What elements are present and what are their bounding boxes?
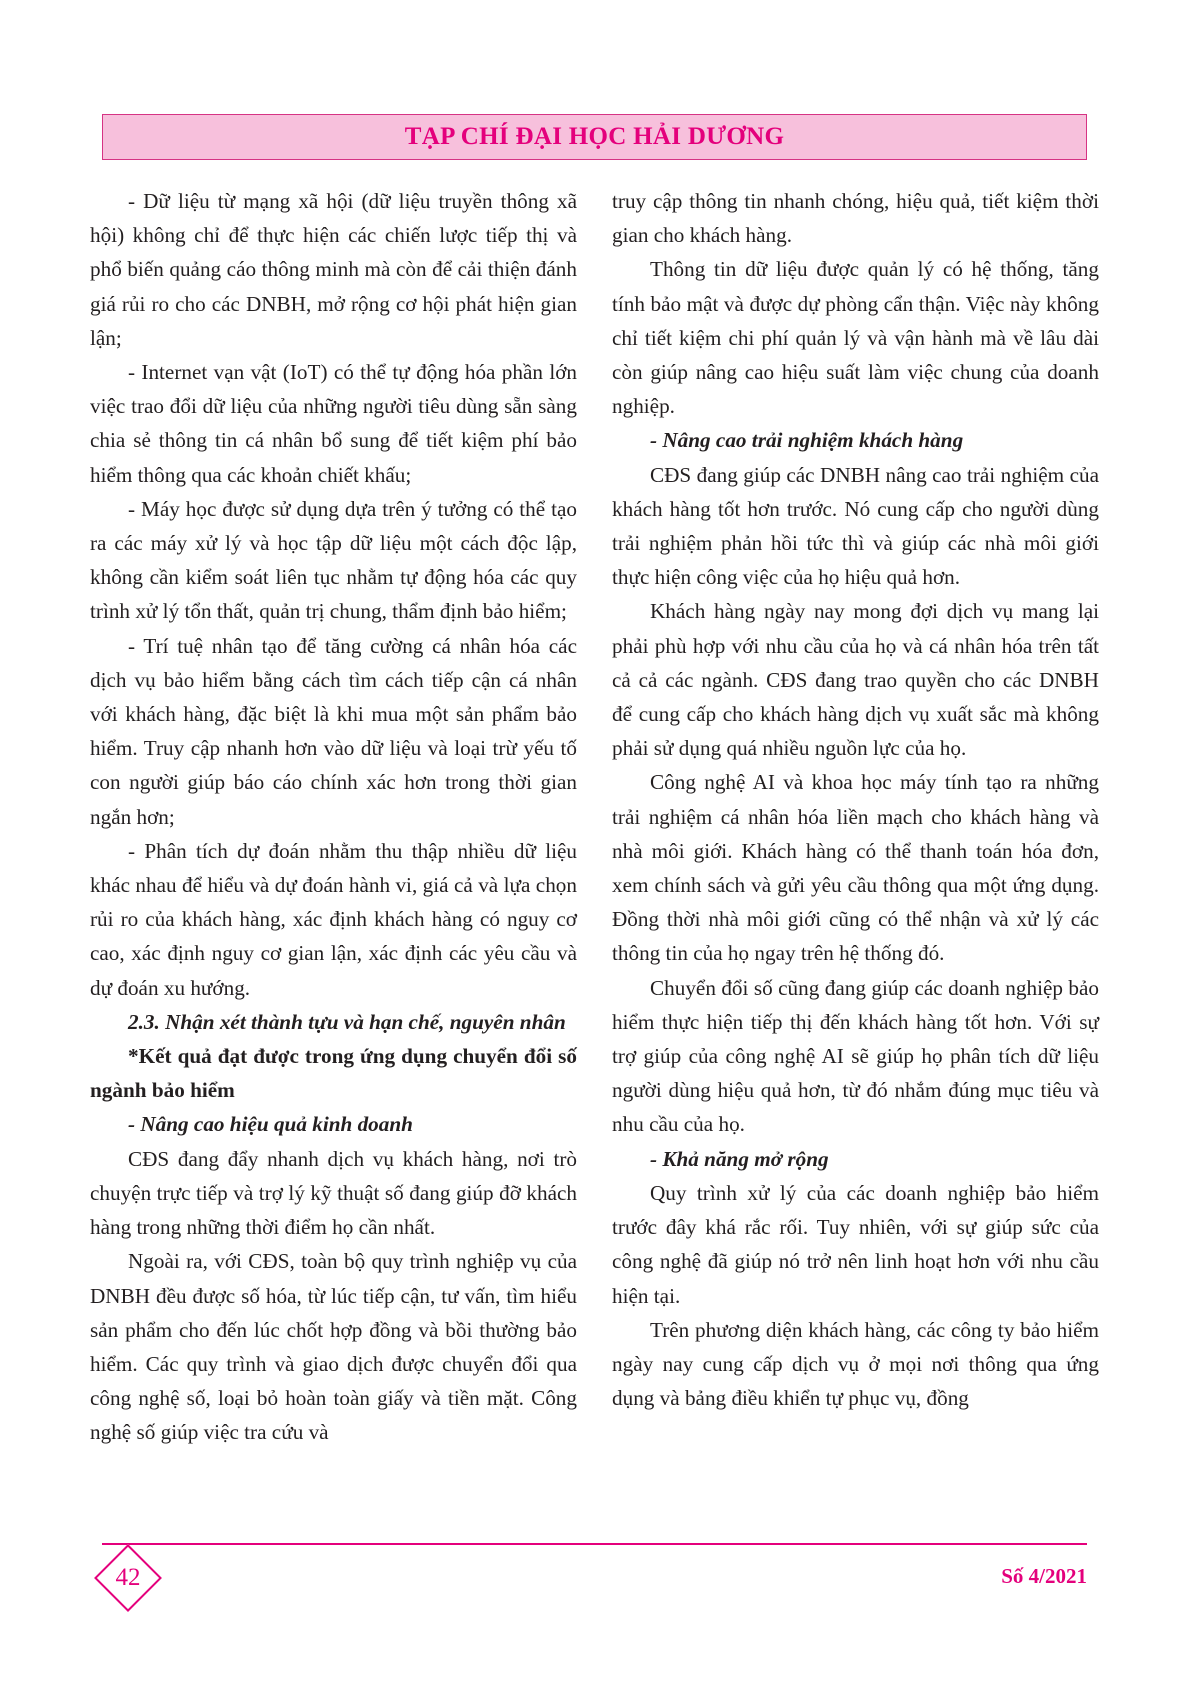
paragraph: CĐS đang đẩy nhanh dịch vụ khách hàng, nơi trò chuyện trực tiếp và trợ lý kỹ thuật số đang giúp đỡ khách hàng trong những thời điểm họ cần nhất.: [90, 1146, 577, 1240]
paragraph: Quy trình xử lý của các doanh nghiệp bảo hiểm trước đây khá rắc rối. Tuy nhiên, với sự giúp sức của công nghệ đã giúp nó trở nên linh hoạt hơn với nhu cầu hiện tại.: [612, 1180, 1099, 1308]
paragraph: CĐS đang giúp các DNBH nâng cao trải nghiệm của khách hàng tốt hơn trước. Nó cung cấp cho người dùng trải nghiệm phản hồi tức thì và giúp các nhà môi giới thực hiện công việc của họ hiệu quả hơn.: [612, 462, 1099, 590]
subheading: - Nâng cao trải nghiệm khách hàng: [650, 428, 964, 453]
section-heading: 2.3. Nhận xét thành tựu và hạn chế, nguyên nhân: [128, 1009, 566, 1034]
paragraph: - Trí tuệ nhân tạo để tăng cường cá nhân hóa các dịch vụ bảo hiểm bằng cách tìm cách tiếp cận cá nhân với khách hàng, đặc biệt là khi mua một sản phẩm bảo hiểm. Truy cập nhanh hơn vào dữ liệu và loại trừ yếu tố con người giúp báo cáo chính xác hơn trong thời gian ngắn hơn;: [90, 633, 577, 829]
paragraph: - Máy học được sử dụng dựa trên ý tưởng có thể tạo ra các máy xử lý và học tập dữ liệu một cách độc lập, không cần kiểm soát liên tục nhằm tự động hóa các quy trình xử lý tổn thất, quản trị chung, thẩm định bảo hiểm;: [90, 496, 577, 624]
journal-header: [102, 114, 1087, 160]
right-column: [612, 184, 1099, 1415]
paragraph: - Dữ liệu từ mạng xã hội (dữ liệu truyền thông xã hội) không chỉ để thực hiện các chiến lược tiếp thị và phổ biến quảng cáo thông minh mà còn để cải thiện đánh giá rủi ro cho các DNBH, mở rộng cơ hội phát hiện gian lận;: [90, 189, 577, 350]
subheading: - Khả năng mở rộng: [650, 1146, 829, 1171]
paragraph: Thông tin dữ liệu được quản lý có hệ thống, tăng tính bảo mật và được dự phòng cẩn thận. Việc này không chỉ tiết kiệm chi phí quản lý và vận hành mà về lâu dài còn giúp nâng cao hiệu suất làm việc chung của doanh nghiệp.: [612, 257, 1099, 419]
issue-label: Số 4/2021: [1001, 1564, 1087, 1588]
subsection-heading: *Kết quả đạt được trong ứng dụng chuyển đổi số ngành bảo hiểm: [90, 1044, 577, 1103]
journal-title: TẠP CHÍ ĐẠI HỌC HẢI DƯƠNG: [404, 123, 785, 150]
subheading: - Nâng cao hiệu quả kinh doanh: [128, 1112, 413, 1137]
paragraph-continued: truy cập thông tin nhanh chóng, hiệu quả, tiết kiệm thời gian cho khách hàng.: [612, 189, 1099, 248]
page-number: 42: [115, 1564, 141, 1591]
paragraph: - Phân tích dự đoán nhằm thu thập nhiều dữ liệu khác nhau để hiểu và dự đoán hành vi, giá cả và lựa chọn rủi ro của khách hàng, xác định khách hàng có nguy cơ cao, xác định nguy cơ gian lận, xác định các yêu cầu và dự đoán xu hướng.: [90, 838, 577, 1000]
paragraph: - Internet vạn vật (IoT) có thể tự động hóa phần lớn việc trao đổi dữ liệu của những người tiêu dùng sẵn sàng chia sẻ thông tin cá nhân bổ sung để tiết kiệm phí bảo hiểm thông qua các khoản chiết khấu;: [90, 360, 577, 487]
footer-divider: [102, 1543, 1087, 1545]
paragraph: Khách hàng ngày nay mong đợi dịch vụ mang lại phải phù hợp với nhu cầu của họ và cá nhân hóa trên tất cả cả các ngành. CĐS đang trao quyền cho các DNBH để cung cấp cho khách hàng dịch vụ xuất sắc mà không phải sử dụng quá nhiều nguồn lực của họ.: [612, 599, 1099, 761]
paragraph: Chuyển đổi số cũng đang giúp các doanh nghiệp bảo hiểm thực hiện tiếp thị đến khách hàng tốt hơn. Với sự trợ giúp của công nghệ AI sẽ giúp họ phân tích dữ liệu người dùng hiệu quả hơn, từ đó nhắm đúng mục tiêu và nhu cầu của họ.: [612, 975, 1099, 1137]
paragraph: Công nghệ AI và khoa học máy tính tạo ra những trải nghiệm cá nhân hóa liền mạch cho khách hàng và nhà môi giới. Khách hàng có thể thanh toán hóa đơn, xem chính sách và gửi yêu cầu thông qua một ứng dụng. Đồng thời nhà môi giới cũng có thể nhận và xử lý các thông tin của họ ngay trên hệ thống đó.: [612, 770, 1099, 966]
paragraph: Ngoài ra, với CĐS, toàn bộ quy trình nghiệp vụ của DNBH đều được số hóa, từ lúc tiếp cận, tư vấn, tìm hiểu sản phẩm cho đến lúc chốt hợp đồng và bồi thường bảo hiểm. Các quy trình và giao dịch được chuyển đổi qua công nghệ số, loại bỏ hoàn toàn giấy và tiền mặt. Công nghệ số giúp việc tra cứu và: [90, 1249, 577, 1445]
paragraph: Trên phương diện khách hàng, các công ty bảo hiểm ngày nay cung cấp dịch vụ ở mọi nơi thông qua ứng dụng và bảng điều khiển tự phục vụ, đồng: [612, 1317, 1099, 1411]
left-column: [90, 184, 577, 1450]
